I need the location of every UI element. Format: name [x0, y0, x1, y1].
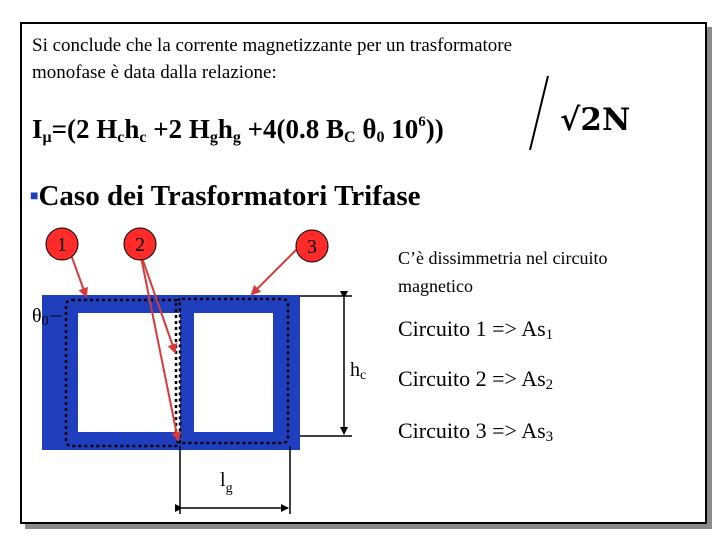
circuit-2-label: Circuito 2 => As — [398, 366, 546, 391]
intro-line-1: Si conclude che la corrente magnetizzante per un trasformatore — [32, 35, 513, 56]
formula-sub: g — [209, 129, 218, 146]
formula-lhs: I — [32, 114, 43, 144]
formula-part: h — [124, 114, 140, 144]
transformer-core — [42, 295, 300, 450]
asymmetry-note — [398, 244, 607, 300]
circuit-1-sub: 1 — [545, 327, 554, 343]
formula-sub: 0 — [376, 129, 385, 146]
lg-label: $l_g$ — [220, 469, 233, 496]
fraction-slash — [530, 76, 548, 150]
formula-part: +2 H — [146, 114, 210, 144]
circuit-3-sub: 3 — [545, 429, 554, 445]
formula-part: h — [217, 114, 233, 144]
section-heading-text: Caso dei Trasformatori Trifase — [38, 180, 421, 212]
formula-sup: 6 — [418, 114, 426, 130]
hc-dimension — [300, 296, 352, 436]
formula-lhs-sub: μ — [42, 129, 52, 146]
formula-theta: θ — [355, 114, 377, 144]
hc-label: hc — [350, 359, 367, 383]
formula-part: 10 — [384, 114, 419, 144]
circuit-3-label: Circuito 3 => As — [398, 418, 546, 443]
formula-sub: g — [232, 129, 241, 146]
badge-2-label: 2 — [135, 234, 145, 256]
asymmetry-note-line-1: C’è dissimmetria nel circuito — [398, 248, 608, 268]
formula-part: =(2 H — [51, 114, 118, 144]
bullet-icon: ■ — [30, 189, 39, 204]
badge-2 — [124, 228, 156, 260]
formula-denominator: √2N — [560, 102, 631, 138]
circuit-1-label: Circuito 1 => As — [398, 316, 546, 341]
badge-1-label: 1 — [57, 234, 67, 256]
intro-line-2: monofase è data dalla relazione: — [32, 62, 277, 83]
badge-1 — [46, 228, 78, 260]
badge-3-label: 3 — [307, 236, 317, 258]
circuit-2-text — [398, 366, 553, 394]
formula-sub: c — [117, 129, 125, 146]
formula-part: )) — [425, 114, 444, 144]
pointer-arrow-1 — [70, 252, 86, 296]
formula-sub: c — [139, 129, 147, 146]
theta0-label: θ0 — [32, 305, 49, 329]
badge-3 — [296, 230, 328, 262]
lg-dimension — [180, 446, 290, 514]
circuit-2-sub: 2 — [545, 377, 554, 393]
formula-part: +4(0.8 B — [240, 114, 345, 144]
circuit-3-text — [398, 418, 553, 446]
circuit-1-text — [398, 316, 553, 344]
asymmetry-note-line-2: magnetico — [398, 276, 473, 296]
formula-sub: C — [344, 129, 356, 146]
pointer-arrow-3 — [252, 246, 300, 294]
flux-path-1 — [66, 300, 180, 446]
